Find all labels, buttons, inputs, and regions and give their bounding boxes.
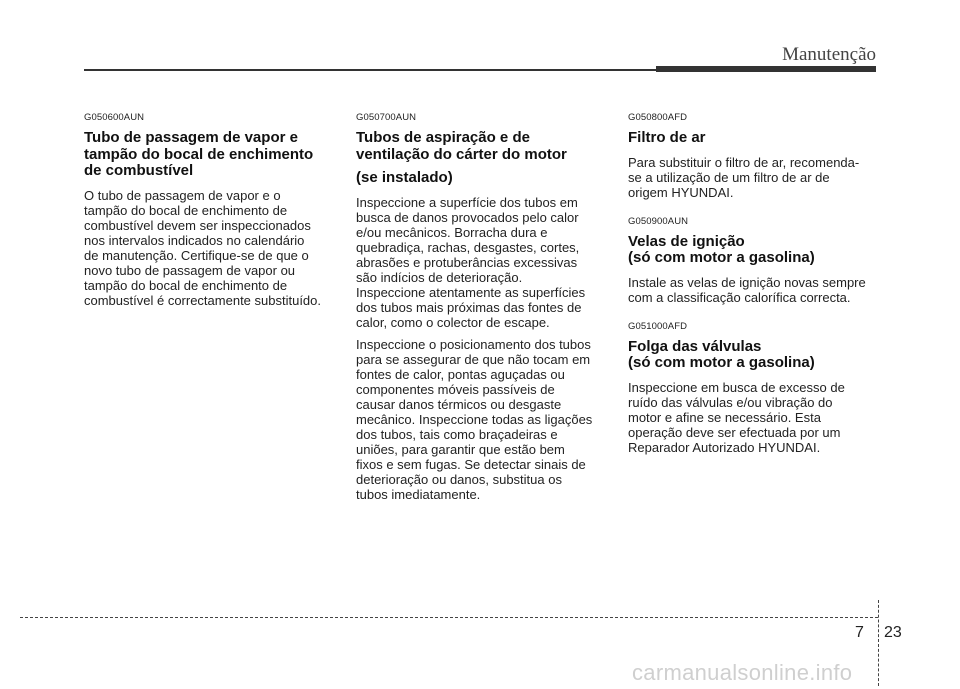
- heading-line: Tubo de passagem de vapor e: [84, 129, 298, 146]
- body-line: Reparador Autorizado HYUNDAI.: [628, 439, 821, 455]
- header-rule: [84, 69, 656, 71]
- body-line: fontes de calor, pontas aguçadas ou: [356, 366, 565, 382]
- body-line: Inspeccione o posicionamento dos tubos: [356, 336, 591, 352]
- body-line: novo tubo de passagem de vapor ou: [84, 262, 296, 278]
- body-line: componentes móveis passíveis de: [356, 381, 555, 397]
- footer-divider: [878, 600, 879, 686]
- body-line: combustível devem ser inspeccionados: [84, 217, 311, 233]
- body-line: O tubo de passagem de vapor e o: [84, 187, 281, 203]
- body-line: mecânico. Inspeccione todas as ligações: [356, 411, 593, 427]
- header-accent-bar: [656, 66, 876, 72]
- watermark-text: carmanualsonline.info: [632, 660, 853, 685]
- heading-line: Velas de ignição: [628, 232, 745, 250]
- section-code: G050700AUN: [356, 112, 417, 123]
- page-number: 23: [884, 624, 902, 641]
- body-line: Inspeccione atentamente as superfícies: [356, 284, 586, 300]
- body-line: Para substituir o filtro de ar, recomenda-: [628, 154, 860, 170]
- chapter-number: 7: [855, 624, 864, 641]
- body-line: quebradiça, rachas, desgastes, cortes,: [356, 239, 580, 255]
- section-heading-air-filter: [628, 130, 878, 147]
- section-body-crankcase-p1: [356, 195, 606, 330]
- heading-line: de combustível: [84, 162, 194, 179]
- body-line: tubos imediatamente.: [356, 486, 481, 502]
- section-body-spark-plugs: [628, 275, 878, 305]
- heading-line: Tubos de aspiração e de: [356, 129, 530, 146]
- body-line: operação deve ser efectuada por um: [628, 424, 841, 440]
- heading-subtitle: (se instalado): [356, 169, 453, 186]
- body-line: Instale as velas de ignição novas sempre: [628, 274, 866, 290]
- heading-line: Filtro de ar: [628, 129, 706, 146]
- body-line: combustível é correctamente substituído.: [84, 292, 322, 308]
- column-middle: [356, 112, 606, 509]
- heading-line: (só com motor a gasolina): [628, 249, 815, 266]
- body-line: dos tubos mais próximas das fontes de: [356, 299, 582, 315]
- body-line: deterioração ou danos, substitua os: [356, 471, 562, 487]
- body-line: Inspeccione em busca de excesso de: [628, 379, 845, 395]
- body-line: motor e afine se necessário. Esta: [628, 409, 821, 425]
- body-line: se a utilização de um filtro de ar de: [628, 169, 830, 185]
- section-body-vapor-tube: [84, 188, 334, 308]
- body-line: com a classificação calorífica correcta.: [628, 289, 851, 305]
- body-line: causar danos térmicos ou desgaste: [356, 396, 562, 412]
- section-code: G050800AFD: [628, 112, 688, 123]
- section-body-air-filter: [628, 155, 878, 200]
- body-line: origem HYUNDAI.: [628, 184, 734, 200]
- section-heading-crankcase-hoses: [356, 130, 606, 187]
- section-heading-vapor-tube: [84, 130, 334, 180]
- body-line: para se assegurar de que não tocam em: [356, 351, 591, 367]
- section-code: G050600AUN: [84, 112, 145, 123]
- heading-line: (só com motor a gasolina): [628, 354, 815, 371]
- body-line: abrasões e protuberâncias excessivas: [356, 254, 578, 270]
- body-line: são indícios de deterioração.: [356, 269, 523, 285]
- footer-rule: [20, 617, 878, 618]
- section-code: G051000AFD: [628, 320, 688, 332]
- body-line: de manutenção. Certifique-se de que o: [84, 247, 309, 263]
- section-code: G050900AUN: [628, 215, 689, 227]
- body-line: calor, como o colector de escape.: [356, 314, 550, 330]
- body-line: uniões, para garantir que estão bem: [356, 441, 565, 457]
- column-left: [84, 112, 334, 315]
- body-line: fixos e sem fugas. Se detectar sinais de: [356, 456, 586, 472]
- heading-line: ventilação do cárter do motor: [356, 145, 567, 163]
- heading-line: Folga das válvulas: [628, 337, 762, 355]
- body-line: e/ou mecânicos. Borracha dura e: [356, 224, 548, 240]
- heading-line: tampão do bocal de enchimento: [84, 145, 314, 163]
- body-line: ruído das válvulas e/ou vibração do: [628, 394, 833, 410]
- section-body-crankcase-p2: [356, 337, 606, 502]
- body-line: nos intervalos indicados no calendário: [84, 232, 305, 248]
- body-line: busca de danos provocados pelo calor: [356, 209, 579, 225]
- body-line: dos tubos, tais como braçadeiras e: [356, 426, 558, 442]
- section-heading-spark-plugs: [628, 234, 878, 267]
- body-line: Inspeccione a superfície dos tubos em: [356, 194, 578, 210]
- page-header-title: Manutenção: [782, 44, 876, 65]
- body-line: tampão do bocal de enchimento de: [84, 202, 288, 218]
- section-heading-valve-clearance: [628, 339, 878, 372]
- column-right: [628, 112, 878, 462]
- section-body-valve-clearance: [628, 380, 878, 455]
- body-line: tampão do bocal de enchimento de: [84, 277, 288, 293]
